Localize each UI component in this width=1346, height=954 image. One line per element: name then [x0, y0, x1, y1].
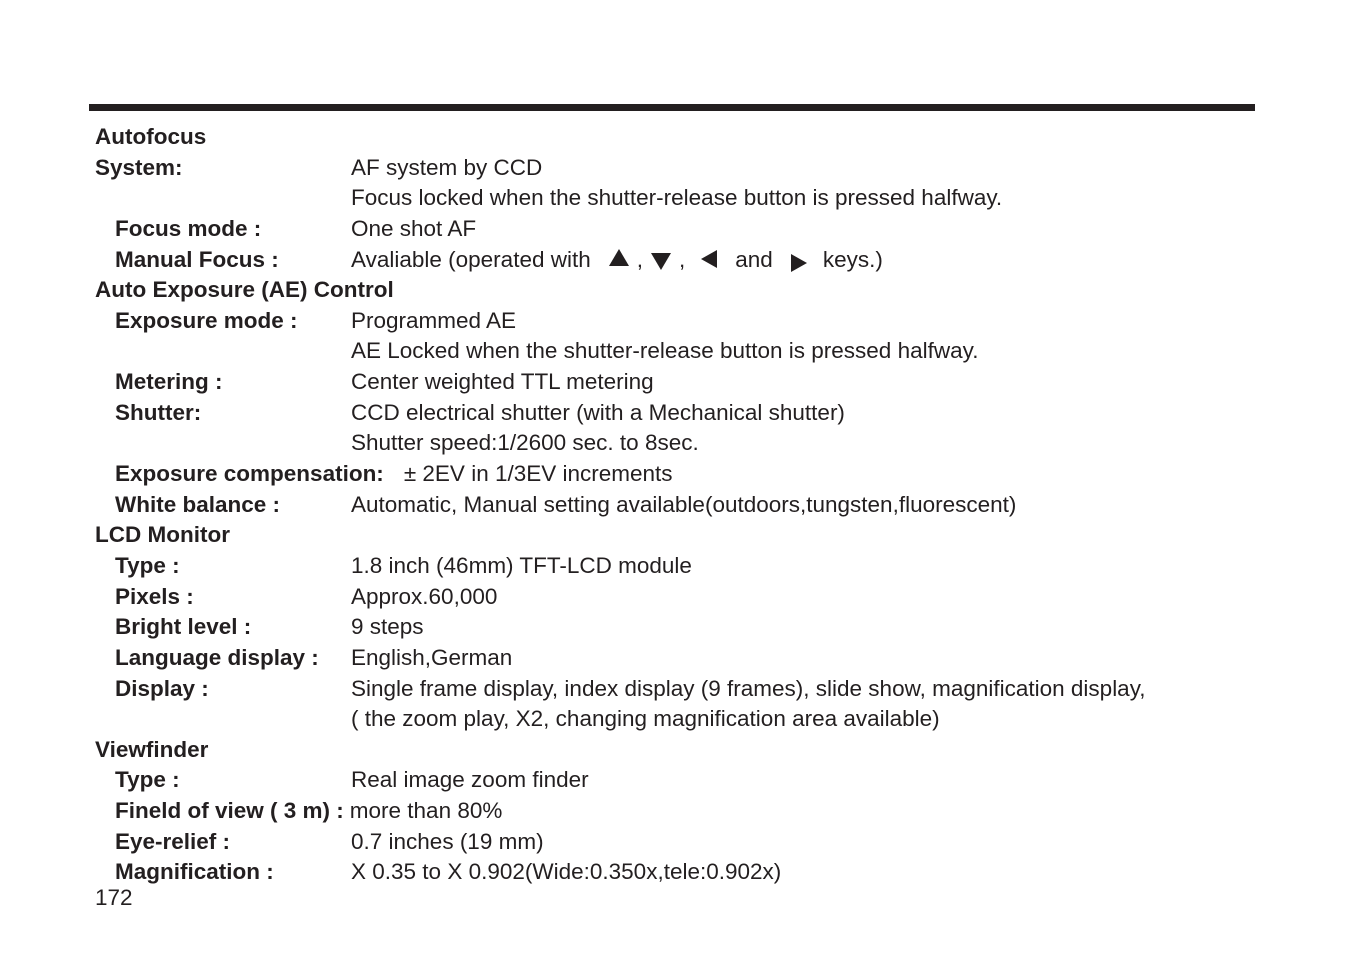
spec-value-language-display: English,German — [351, 644, 513, 670]
spec-value-system-note: Focus locked when the shutter-release button is pressed halfway. — [351, 185, 1003, 211]
spec-value-shutter-note: Shutter speed:1/2600 sec. to 8sec. — [351, 430, 699, 456]
spec-value-focus-mode: One shot AF — [351, 215, 477, 241]
spec-row-exposure-compensation — [95, 459, 1295, 490]
spec-label-shutter: Shutter: — [115, 399, 202, 425]
spec-value-exposure-mode: Programmed AE — [351, 307, 517, 333]
spec-value-magnification: X 0.35 to X 0.902(Wide:0.350x,tele:0.902x) — [351, 859, 782, 885]
spec-label-focus-mode: Focus mode : — [115, 215, 262, 241]
left-arrow-icon — [701, 250, 717, 268]
spec-row-bright-level — [95, 612, 1295, 643]
spec-label-system: System: — [95, 154, 183, 180]
spec-row-viewfinder-type — [95, 765, 1295, 796]
spec-value-system: AF system by CCD — [351, 154, 543, 180]
spec-row-pixels — [95, 582, 1295, 613]
manual-focus-comma-1: , — [636, 246, 643, 272]
spec-value-white-balance: Automatic, Manual setting available(outdoors,tungsten,fluorescent) — [351, 491, 1017, 517]
spec-label-viewfinder-type: Type : — [115, 767, 180, 793]
section-title-autofocus: Autofocus — [95, 124, 207, 149]
spec-label-magnification: Magnification : — [115, 859, 274, 885]
spec-row-shutter-note — [95, 428, 1295, 459]
manual-focus-comma-2: , — [679, 246, 686, 272]
spec-value-manual-focus — [351, 245, 883, 276]
spec-label-white-balance: White balance : — [115, 491, 281, 517]
spec-row-magnification — [95, 857, 1295, 888]
spec-label-metering: Metering : — [115, 369, 223, 395]
spec-row-display-note — [95, 704, 1295, 735]
spec-value-display-note: ( the zoom play, X2, changing magnification area available) — [351, 706, 940, 732]
spec-value-metering: Center weighted TTL metering — [351, 369, 654, 395]
spec-value-field-of-view: more than 80% — [349, 798, 503, 824]
spec-row-field-of-view — [95, 796, 1295, 827]
top-rule — [89, 104, 1255, 111]
spec-row-language-display — [95, 643, 1295, 674]
spec-list — [95, 122, 1295, 888]
spec-row-lcd-type — [95, 551, 1295, 582]
spec-label-pixels: Pixels : — [115, 583, 194, 609]
spec-label-field-of-view: Fineld of view ( 3 m) : — [115, 798, 344, 824]
spec-row-display — [95, 674, 1295, 705]
right-arrow-icon — [791, 254, 807, 272]
spec-label-language-display: Language display : — [115, 644, 319, 670]
spec-row-white-balance — [95, 490, 1295, 521]
spec-label-exposure-compensation: Exposure compensation: — [115, 461, 384, 487]
spec-label-exposure-mode: Exposure mode : — [115, 307, 298, 333]
spec-value-display: Single frame display, index display (9 frames), slide show, magnification display, — [351, 675, 1146, 701]
spec-value-lcd-type: 1.8 inch (46mm) TFT-LCD module — [351, 552, 692, 578]
spec-row-manual-focus — [95, 245, 1295, 276]
page-number: 172 — [95, 885, 133, 910]
spec-row-eye-relief — [95, 827, 1295, 858]
spec-label-display: Display : — [115, 675, 209, 701]
section-title-viewfinder: Viewfinder — [95, 736, 209, 762]
spec-value-eye-relief: 0.7 inches (19 mm) — [351, 828, 544, 854]
spec-row-focus-mode — [95, 214, 1295, 245]
spec-value-viewfinder-type: Real image zoom finder — [351, 767, 589, 793]
spec-value-exposure-compensation: ± 2EV in 1/3EV increments — [403, 461, 673, 487]
spec-label-manual-focus: Manual Focus : — [115, 246, 279, 272]
spec-value-exposure-mode-note: AE Locked when the shutter-release button is pressed halfway. — [351, 338, 979, 364]
manual-focus-and: and — [735, 246, 773, 272]
spec-row-metering — [95, 367, 1295, 398]
manual-focus-suffix: keys.) — [822, 246, 883, 272]
spec-value-shutter: CCD electrical shutter (with a Mechanical shutter) — [351, 399, 845, 425]
section-title-lcd: LCD Monitor — [95, 522, 230, 548]
spec-row-exposure-mode — [95, 306, 1295, 337]
up-arrow-icon — [609, 249, 629, 266]
spec-value-bright-level: 9 steps — [351, 614, 424, 640]
spec-value-pixels: Approx.60,000 — [351, 583, 498, 609]
spec-label-eye-relief: Eye-relief : — [115, 828, 231, 854]
spec-row-shutter — [95, 398, 1295, 429]
section-title-ae: Auto Exposure (AE) Control — [95, 277, 394, 303]
down-arrow-icon — [651, 253, 671, 270]
spec-row-exposure-mode-note — [95, 336, 1295, 367]
spec-label-lcd-type: Type : — [115, 552, 180, 578]
spec-label-bright-level: Bright level : — [115, 614, 252, 640]
spec-row-system — [95, 153, 1295, 184]
manual-focus-prefix: Avaliable (operated with — [351, 246, 591, 272]
spec-row-system-note — [95, 183, 1295, 214]
